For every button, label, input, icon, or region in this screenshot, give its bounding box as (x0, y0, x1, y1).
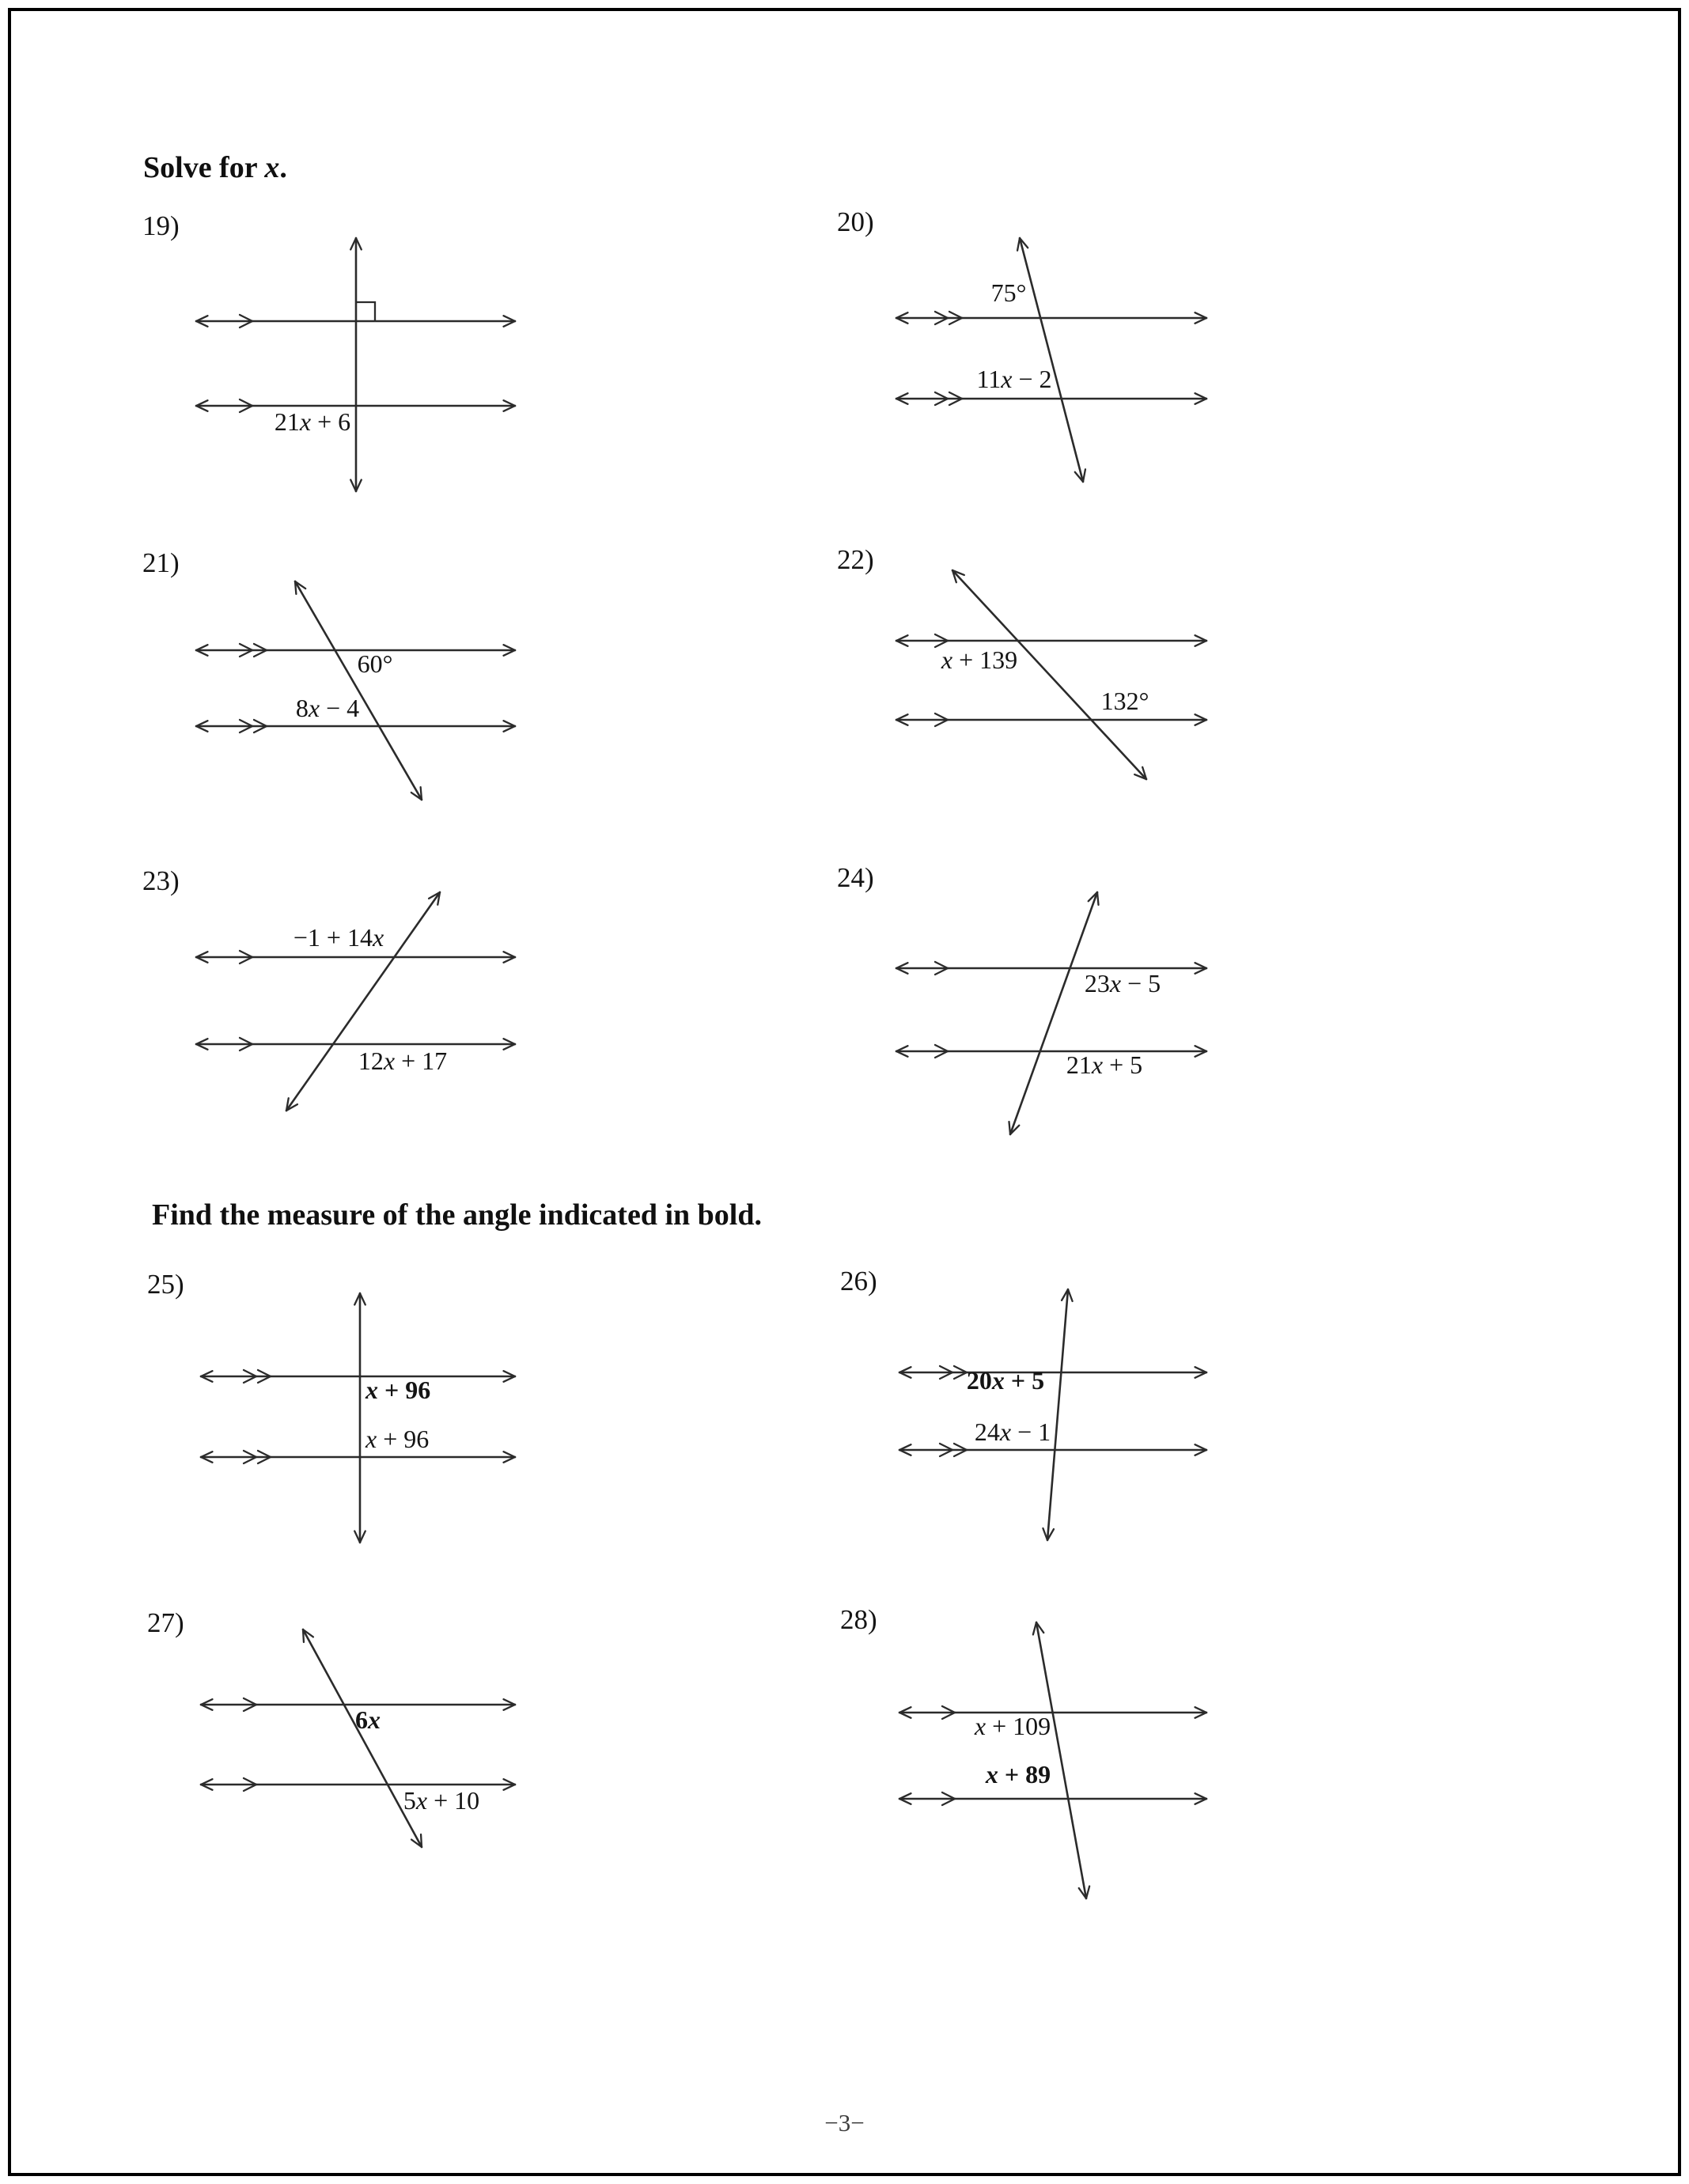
angle-label: 132° (1100, 687, 1149, 715)
parallel-line (196, 644, 515, 657)
problem-diagram (196, 238, 515, 491)
problem-number: 21) (142, 547, 180, 578)
angle-label: 24x − 1 (974, 1418, 1051, 1446)
problem-number: 25) (147, 1269, 184, 1300)
transversal-line (1017, 238, 1085, 482)
angle-label: x + 96 (365, 1425, 430, 1453)
problem-number: 24) (837, 862, 874, 893)
parallel-line (899, 1792, 1206, 1805)
parallel-line (899, 1444, 1206, 1456)
angle-label: x + 89 (985, 1760, 1051, 1788)
parallel-line (201, 1451, 515, 1463)
heading-solve-variable: x (264, 151, 280, 184)
angle-label: 75° (990, 278, 1027, 307)
angle-label: −1 + 14x (293, 923, 384, 952)
problem-diagram (899, 1622, 1206, 1898)
angle-label: 20x + 5 (966, 1366, 1045, 1395)
parallel-line (196, 951, 515, 963)
heading-solve-pre: Solve for (143, 151, 265, 184)
problem-diagram (896, 238, 1206, 482)
problem-number: 22) (837, 544, 874, 575)
problem-number: 19) (142, 210, 180, 241)
problem-number: 23) (142, 865, 180, 896)
problem-diagram (896, 570, 1206, 779)
problem-diagram (201, 1629, 515, 1847)
angle-label: 6x (355, 1705, 381, 1734)
angle-label: 60° (357, 649, 393, 678)
problem-diagram (899, 1289, 1206, 1540)
parallel-line (899, 1366, 1206, 1379)
angle-label: 11x − 2 (976, 365, 1052, 393)
transversal-line (952, 570, 1146, 779)
angle-label: 8x − 4 (295, 694, 360, 722)
angle-label: x + 96 (365, 1376, 431, 1404)
angle-label: 23x − 5 (1084, 969, 1161, 997)
transversal-line (1009, 892, 1098, 1134)
angle-label: 5x + 10 (403, 1786, 480, 1815)
parallel-line (196, 1038, 515, 1050)
page-number: −3− (824, 2109, 865, 2137)
parallel-line (896, 1045, 1206, 1058)
heading-solve-post: . (279, 151, 287, 184)
right-angle-marker (356, 302, 375, 321)
parallel-line (896, 392, 1206, 405)
problem-number: 28) (840, 1604, 877, 1635)
angle-label: 21x + 5 (1066, 1050, 1143, 1079)
problem-diagram (196, 892, 515, 1111)
angle-label: 12x + 17 (358, 1047, 448, 1075)
problem-diagram (196, 581, 515, 800)
angle-label: x + 109 (974, 1712, 1051, 1740)
transversal-line (350, 238, 362, 491)
parallel-line (201, 1370, 515, 1383)
transversal-line (354, 1293, 365, 1542)
problem-diagram (896, 892, 1206, 1134)
parallel-line (896, 713, 1206, 726)
problem-number: 20) (837, 206, 874, 237)
transversal-line (1043, 1289, 1072, 1540)
section-heading-find: Find the measure of the angle indicated in bold. (152, 1198, 762, 1232)
problem-diagram (201, 1293, 515, 1542)
transversal-line (295, 581, 422, 800)
parallel-line (896, 312, 1206, 324)
problem-number: 26) (840, 1266, 877, 1296)
angle-label: x + 139 (941, 645, 1018, 674)
problem-number: 27) (147, 1607, 184, 1638)
angle-label: 21x + 6 (274, 407, 351, 436)
